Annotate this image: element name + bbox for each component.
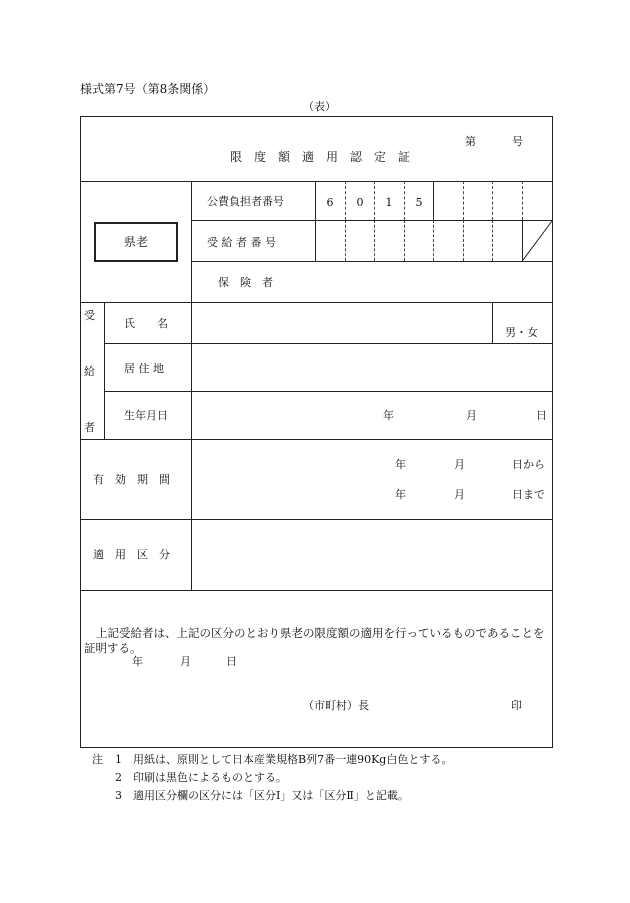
divider-line xyxy=(104,391,553,392)
digit-separator xyxy=(433,220,434,261)
note-number: 2 xyxy=(115,771,122,784)
prefecture-elderly-stamp: 県老 xyxy=(94,222,178,262)
divider-line xyxy=(191,181,192,590)
digit-separator xyxy=(522,181,523,220)
divider-line xyxy=(433,181,434,220)
note-number: 1 xyxy=(115,753,122,766)
divider-line xyxy=(191,220,553,221)
cert-date-month-unit: 月 xyxy=(180,655,191,668)
birth-year-unit: 年 xyxy=(383,409,394,422)
valid-from-month-unit: 月 xyxy=(454,458,465,471)
number-prefix: 第 xyxy=(465,135,476,148)
application-category-label: 適 用 区 分 xyxy=(93,548,170,561)
divider-line xyxy=(492,302,493,343)
certification-statement: 上記受給者は、上記の区分のとおり県老の限度額の適用を行っているものであることを証明する。 xyxy=(84,626,545,655)
valid-from-day-unit: 日から xyxy=(512,458,545,471)
birth-month-unit: 月 xyxy=(466,409,477,422)
divider-line xyxy=(191,261,553,262)
issuer-title: （市町村）長 xyxy=(303,699,369,712)
divider-line xyxy=(80,439,553,440)
recipient-side-char: 給 xyxy=(84,365,95,378)
valid-to-day-unit: 日まで xyxy=(512,488,545,501)
notes-prefix: 注 xyxy=(92,753,103,766)
digit-separator xyxy=(492,181,493,220)
sex-options: 男・女 xyxy=(505,326,538,339)
insurer-label: 保 険 者 xyxy=(218,276,273,289)
digit-separator xyxy=(345,220,346,261)
digit-separator xyxy=(463,220,464,261)
digit-separator xyxy=(492,220,493,261)
name-label: 氏 名 xyxy=(124,317,168,330)
public-payer-digit: 1 xyxy=(385,196,393,209)
cert-date-day-unit: 日 xyxy=(226,655,237,668)
number-suffix: 号 xyxy=(512,135,523,148)
note-text: 印刷は黒色によるものとする。 xyxy=(133,771,287,784)
valid-to-year-unit: 年 xyxy=(395,488,406,501)
birth-date-label: 生年月日 xyxy=(124,409,168,422)
digit-separator xyxy=(463,181,464,220)
valid-from-year-unit: 年 xyxy=(395,458,406,471)
front-side-label: （表） xyxy=(303,100,336,113)
cert-date-year-unit: 年 xyxy=(132,655,143,668)
public-payer-digit: 5 xyxy=(415,196,423,209)
public-payer-digit: 0 xyxy=(356,196,364,209)
divider-line xyxy=(80,181,553,182)
note-text: 用紙は、原則として日本産業規格B列7番一連90Kg白色とする。 xyxy=(133,753,453,766)
digit-separator xyxy=(404,220,405,261)
public-payer-number-label: 公費負担者番号 xyxy=(207,195,284,208)
divider-line xyxy=(80,302,553,303)
birth-day-unit: 日 xyxy=(536,409,547,422)
divider-line xyxy=(80,519,553,520)
form-number-label: 様式第7号（第8条関係） xyxy=(80,82,216,96)
public-payer-digit: 6 xyxy=(326,196,334,209)
divider-line xyxy=(80,590,553,591)
divider-line xyxy=(315,181,316,261)
recipient-side-char: 者 xyxy=(84,421,95,434)
recipient-side-char: 受 xyxy=(84,309,95,322)
seal-mark: 印 xyxy=(511,699,522,712)
divider-line xyxy=(104,302,105,439)
note-number: 3 xyxy=(115,789,122,802)
certificate-title: 限 度 額 適 用 認 定 証 xyxy=(230,150,411,164)
valid-to-month-unit: 月 xyxy=(454,488,465,501)
note-text: 適用区分欄の区分には「区分Ⅰ」又は「区分Ⅱ」と記載。 xyxy=(133,789,409,802)
divider-line xyxy=(104,343,553,344)
digit-separator xyxy=(374,220,375,261)
blank-cell-diagonal xyxy=(522,220,553,261)
recipient-number-label: 受 給 者 番 号 xyxy=(207,236,276,249)
validity-period-label: 有 効 期 間 xyxy=(93,473,170,486)
address-label: 居 住 地 xyxy=(124,362,164,375)
